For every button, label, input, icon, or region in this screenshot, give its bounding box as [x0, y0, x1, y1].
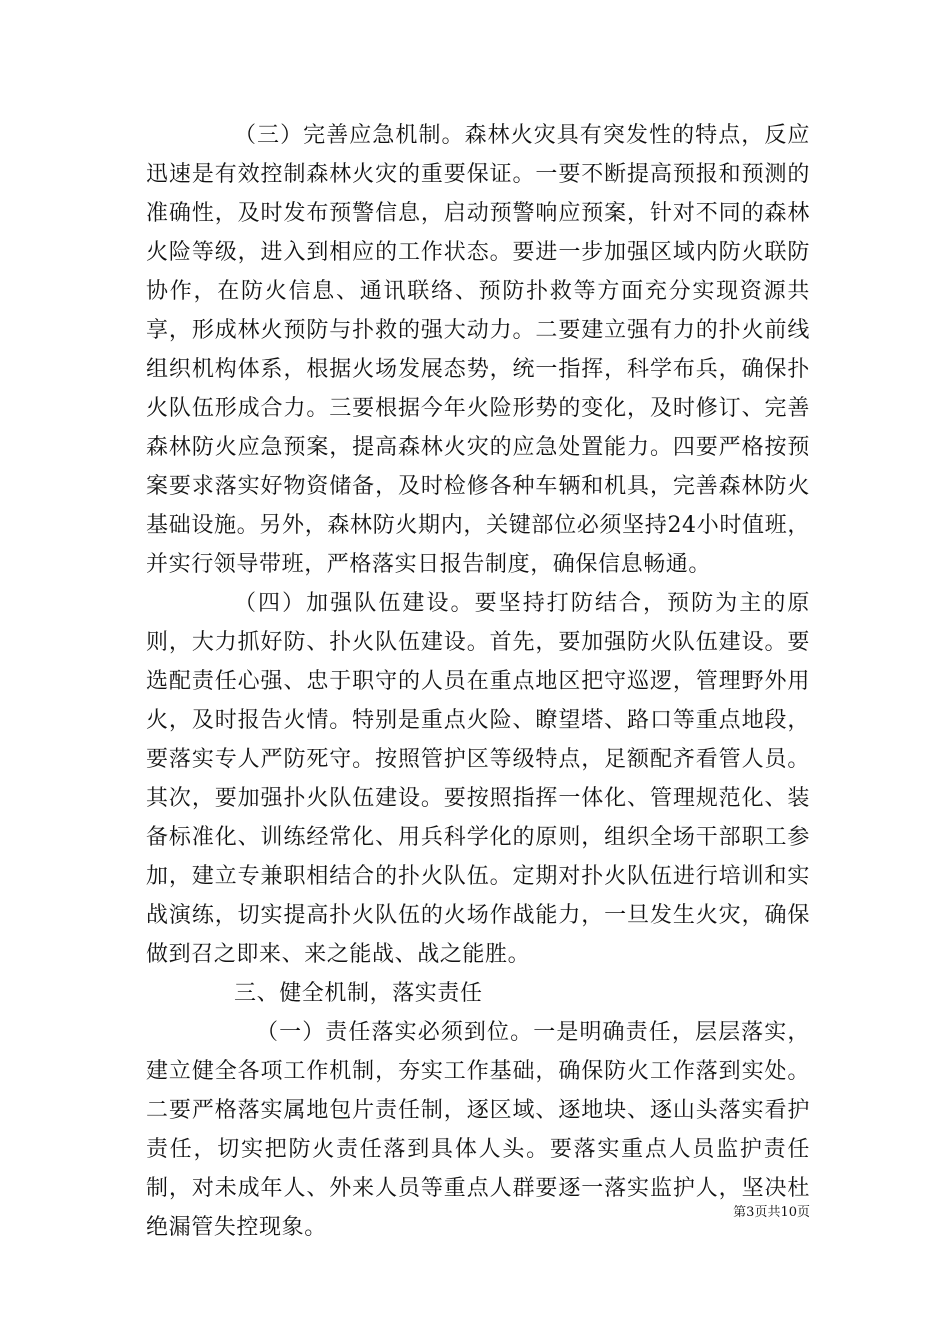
paragraph-responsibility: （一）责任落实必须到位。一是明确责任，层层落实，建立健全各项工作机制，夯实工作基础，确保防火工作落到实处。二要严格落实属地包片责任制，逐区域、逐地块、逐山头落实看护责任，切实把防火责任落到具体人头。要落实重点人员监护责任制，对未成年人、外来人员等重点人群要逐一落实监护人，坚决杜绝漏管失控现象。: [146, 1020, 810, 1240]
section-heading: 三、健全机制，落实责任: [234, 981, 483, 1006]
paragraph-team-building: （四）加强队伍建设。要坚持打防结合，预防为主的原则，大力抓好防、扑火队伍建设。首先，要加强防火队伍建设。要选配责任心强、忠于职守的人员在重点地区把守巡逻，管理野外用火，及时报告火情。特别是重点火险、瞭望塔、路口等重点地段，要落实专人严防死守。按照管护区等级特点，足额配齐看管人员。其次，要加强扑火队伍建设。要按照指挥一体化、管理规范化、装备标准化、训练经常化、用兵科学化的原则，组织全场干部职工参加，建立专兼职相结合的扑火队伍。定期对扑火队伍进行培训和实战演练，切实提高扑火队伍的火场作战能力，一旦发生火灾，确保做到召之即来、来之能战、战之能胜。: [146, 591, 810, 967]
document-body: [146, 116, 810, 1247]
paragraph-emergency-mechanism: （三）完善应急机制。森林火灾具有突发性的特点，反应迅速是有效控制森林火灾的重要保证。一要不断提高预报和预测的准确性，及时发布预警信息，启动预警响应预案，针对不同的森林火险等级，进入到相应的工作状态。要进一步加强区域内防火联防协作，在防火信息、通讯联络、预防扑救等方面充分实现资源共享，形成林火预防与扑救的强大动力。二要建立强有力的扑火前线组织机构体系，根据火场发展态势，统一指挥，科学布兵，确保扑火队伍形成合力。三要根据今年火险形势的变化，及时修订、完善森林防火应急预案，提高森林火灾的应急处置能力。四要严格按预案要求落实好物资储备，及时检修各种车辆和机具，完善森林防火基础设施。另外，森林防火期内，关键部位必须坚持24小时值班，并实行领导带班，严格落实日报告制度，确保信息畅通。: [146, 123, 810, 577]
page-number-footer: 第3页共10页: [733, 1205, 810, 1220]
